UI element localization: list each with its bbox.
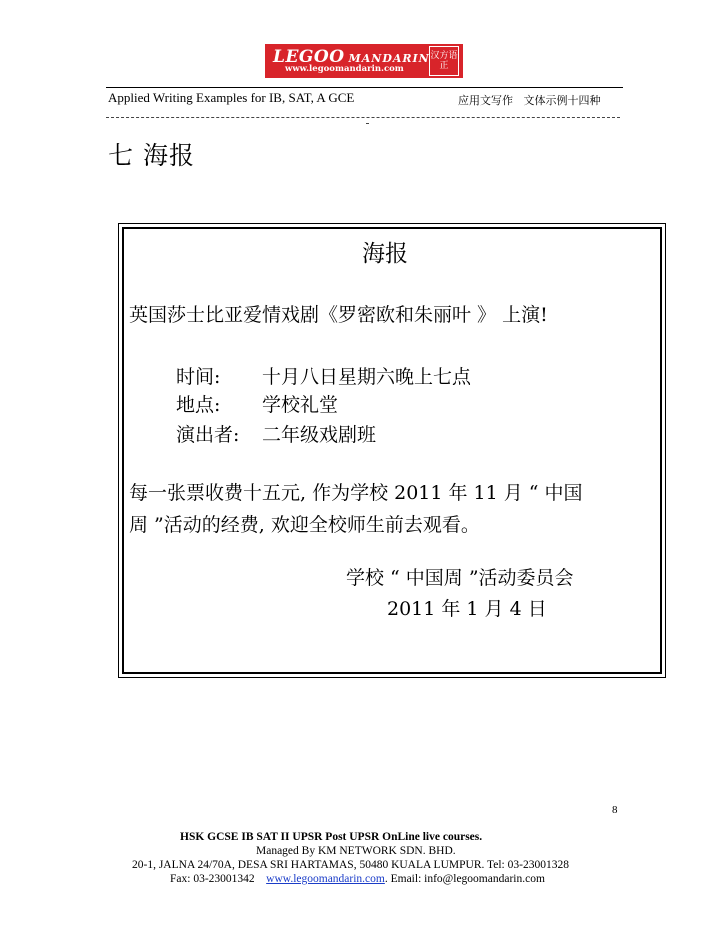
detail-label-time: 时间: (176, 366, 221, 388)
header-dashed-rule (106, 117, 620, 118)
footer-address: 20-1, JALNA 24/70A, DESA SRI HARTAMAS, 50480 KUALA LUMPUR. Tel: 03-23001328 (132, 859, 569, 871)
seal-icon: 汉方语正 (429, 46, 459, 76)
logo-url: www.legoomandarin.com (285, 64, 404, 74)
detail-value-place: 学校礼堂 (262, 394, 339, 416)
footer-contact (170, 873, 545, 885)
footer-managed: Managed By KM NETWORK SDN. BHD. (256, 845, 456, 857)
footer-fax: Fax: 03-23001342 (170, 873, 255, 885)
poster-date: 2011 年 1 月 4 日 (387, 598, 547, 620)
header-dash-mark (366, 123, 369, 124)
poster-headline: 英国莎士比亚爱情戏剧《罗密欧和朱丽叶 》 上演! (129, 304, 548, 326)
footer-website-link[interactable]: www.legoomandarin.com (266, 873, 385, 885)
poster-paragraph-line-2: 周 ”活动的经费, 欢迎全校师生前去观看。 (129, 514, 480, 536)
poster-signature: 学校 “ 中国周 ”活动委员会 (346, 567, 574, 589)
detail-label-place: 地点: (176, 394, 221, 416)
header-rule (106, 87, 623, 88)
header-title: Applied Writing Examples for IB, SAT, A GCE (108, 90, 355, 105)
poster-title: 海报 (362, 241, 408, 267)
detail-label-performer: 演出者: (176, 424, 240, 446)
logo-brand-text: LEGOO MANDARIN (273, 47, 430, 67)
poster-paragraph-line-1: 每一张票收费十五元, 作为学校 2011 年 11 月 “ 中国 (129, 482, 583, 504)
brand-logo (265, 44, 463, 78)
detail-value-time: 十月八日星期六晚上七点 (262, 366, 472, 388)
footer-email: . Email: info@legoomandarin.com (384, 873, 545, 885)
page-number: 8 (612, 804, 618, 816)
footer-courses: HSK GCSE IB SAT II UPSR Post UPSR OnLine live courses. (180, 831, 483, 843)
header-subtitle: 应用文写作 文体示例十四种 (458, 94, 601, 107)
detail-value-performer: 二年级戏剧班 (262, 424, 377, 446)
section-title: 七 海报 (108, 141, 195, 170)
